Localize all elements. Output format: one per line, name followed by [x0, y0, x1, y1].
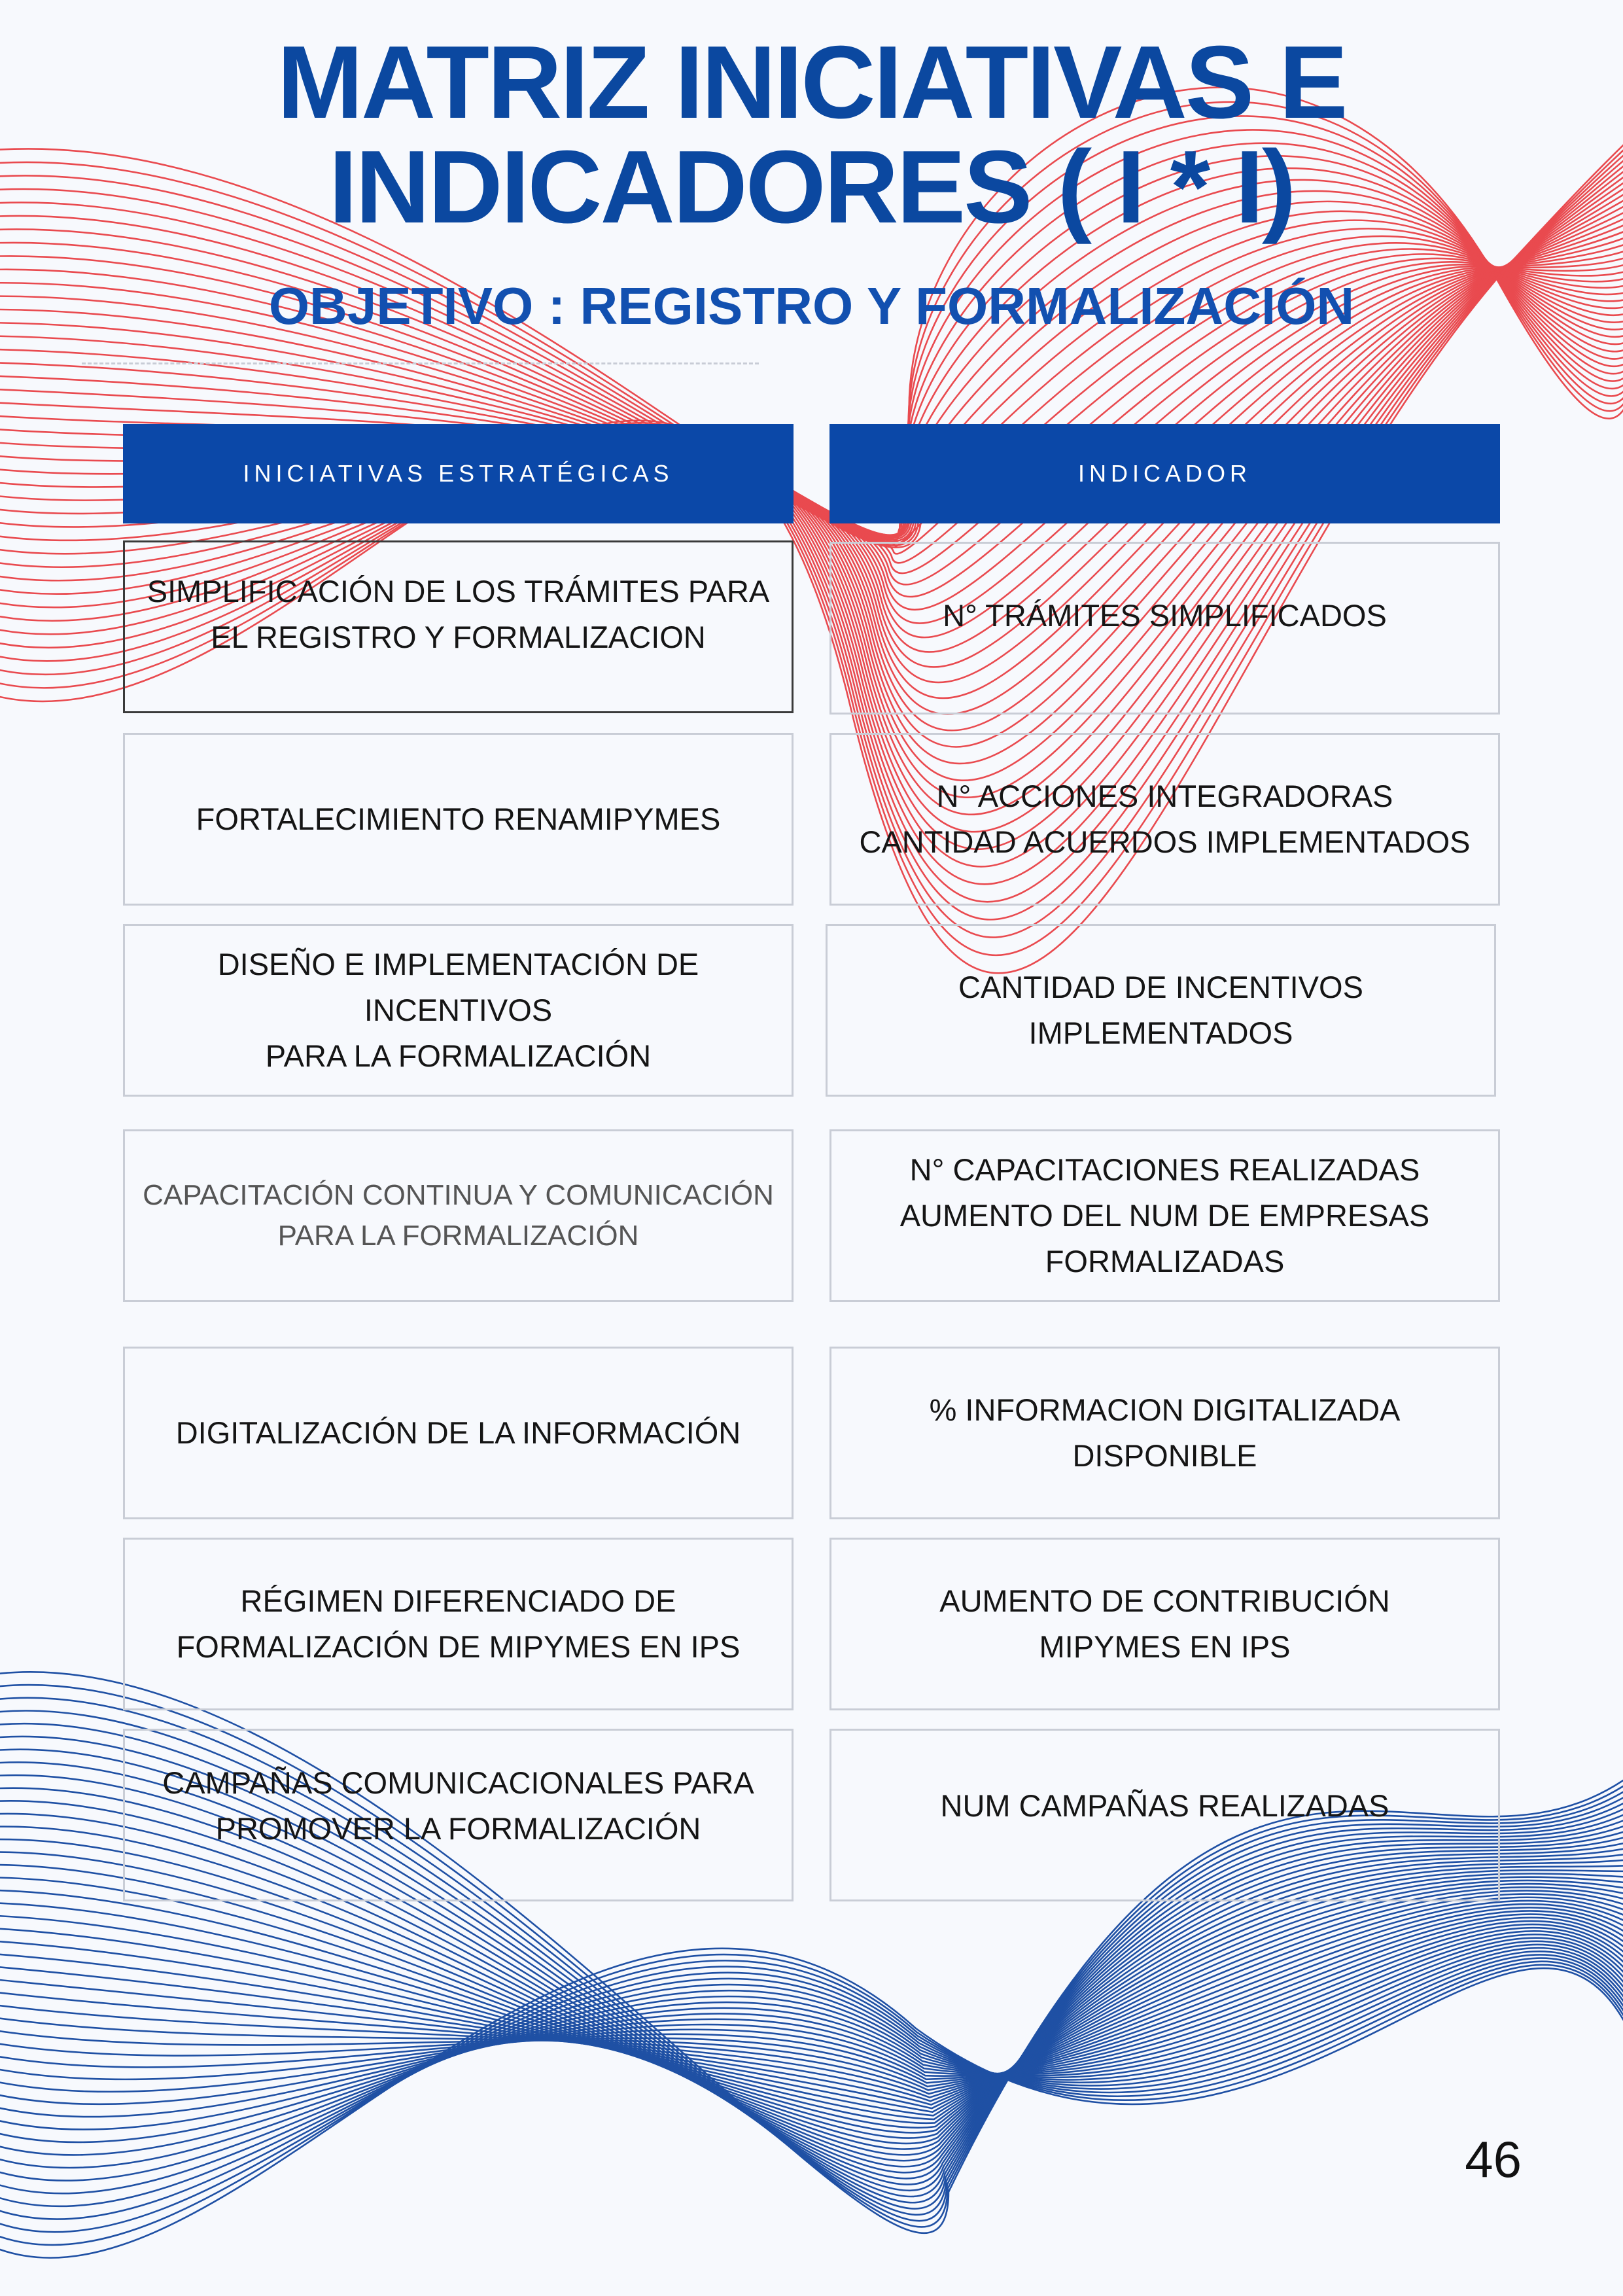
indicador-cell-4: N° CAPACITACIONES REALIZADAS AUMENTO DEL NUM DE EMPRESAS FORMALIZADAS: [829, 1129, 1500, 1302]
iniciativa-cell-6: RÉGIMEN DIFERENCIADO DE FORMALIZACIÓN DE MIPYMES EN IPS: [123, 1538, 794, 1710]
iniciativa-cell-2: FORTALECIMIENTO RENAMIPYMES: [123, 733, 794, 906]
header-iniciativas: INICIATIVAS ESTRATÉGICAS: [123, 424, 794, 523]
indicador-cell-3: CANTIDAD DE INCENTIVOS IMPLEMENTADOS: [826, 924, 1496, 1097]
iniciativa-cell-3: DISEÑO E IMPLEMENTACIÓN DE INCENTIVOS PARA LA FORMALIZACIÓN: [123, 924, 794, 1097]
iniciativa-cell-4: CAPACITACIÓN CONTINUA Y COMUNICACIÓN PARA LA FORMALIZACIÓN: [123, 1129, 794, 1302]
objective-subtitle: OBJETIVO : REGISTRO Y FORMALIZACIÓN: [268, 277, 1355, 335]
indicador-cell-6: AUMENTO DE CONTRIBUCIÓN MIPYMES EN IPS: [829, 1538, 1500, 1710]
iniciativa-cell-1: SIMPLIFICACIÓN DE LOS TRÁMITES PARA EL REGISTRO Y FORMALIZACION: [123, 540, 794, 713]
iniciativa-cell-5: DIGITALIZACIÓN DE LA INFORMACIÓN: [123, 1347, 794, 1519]
indicador-cell-7: NUM CAMPAÑAS REALIZADAS: [829, 1729, 1500, 1901]
indicador-cell-1: N° TRÁMITES SIMPLIFICADOS: [829, 542, 1500, 715]
dashed-divider: [82, 362, 759, 364]
indicador-cell-5: % INFORMACION DIGITALIZADA DISPONIBLE: [829, 1347, 1500, 1519]
iniciativa-cell-7: CAMPAÑAS COMUNICACIONALES PARA PROMOVER LA FORMALIZACIÓN: [123, 1729, 794, 1901]
page-title-line-1: MATRIZ INICIATIVAS E: [277, 25, 1346, 140]
page-number: 46: [1465, 2130, 1522, 2188]
page-title-line-2: INDICADORES ( I * I): [328, 130, 1295, 245]
indicador-cell-2: N° ACCIONES INTEGRADORAS CANTIDAD ACUERDOS IMPLEMENTADOS: [829, 733, 1500, 906]
header-indicador: INDICADOR: [829, 424, 1500, 523]
